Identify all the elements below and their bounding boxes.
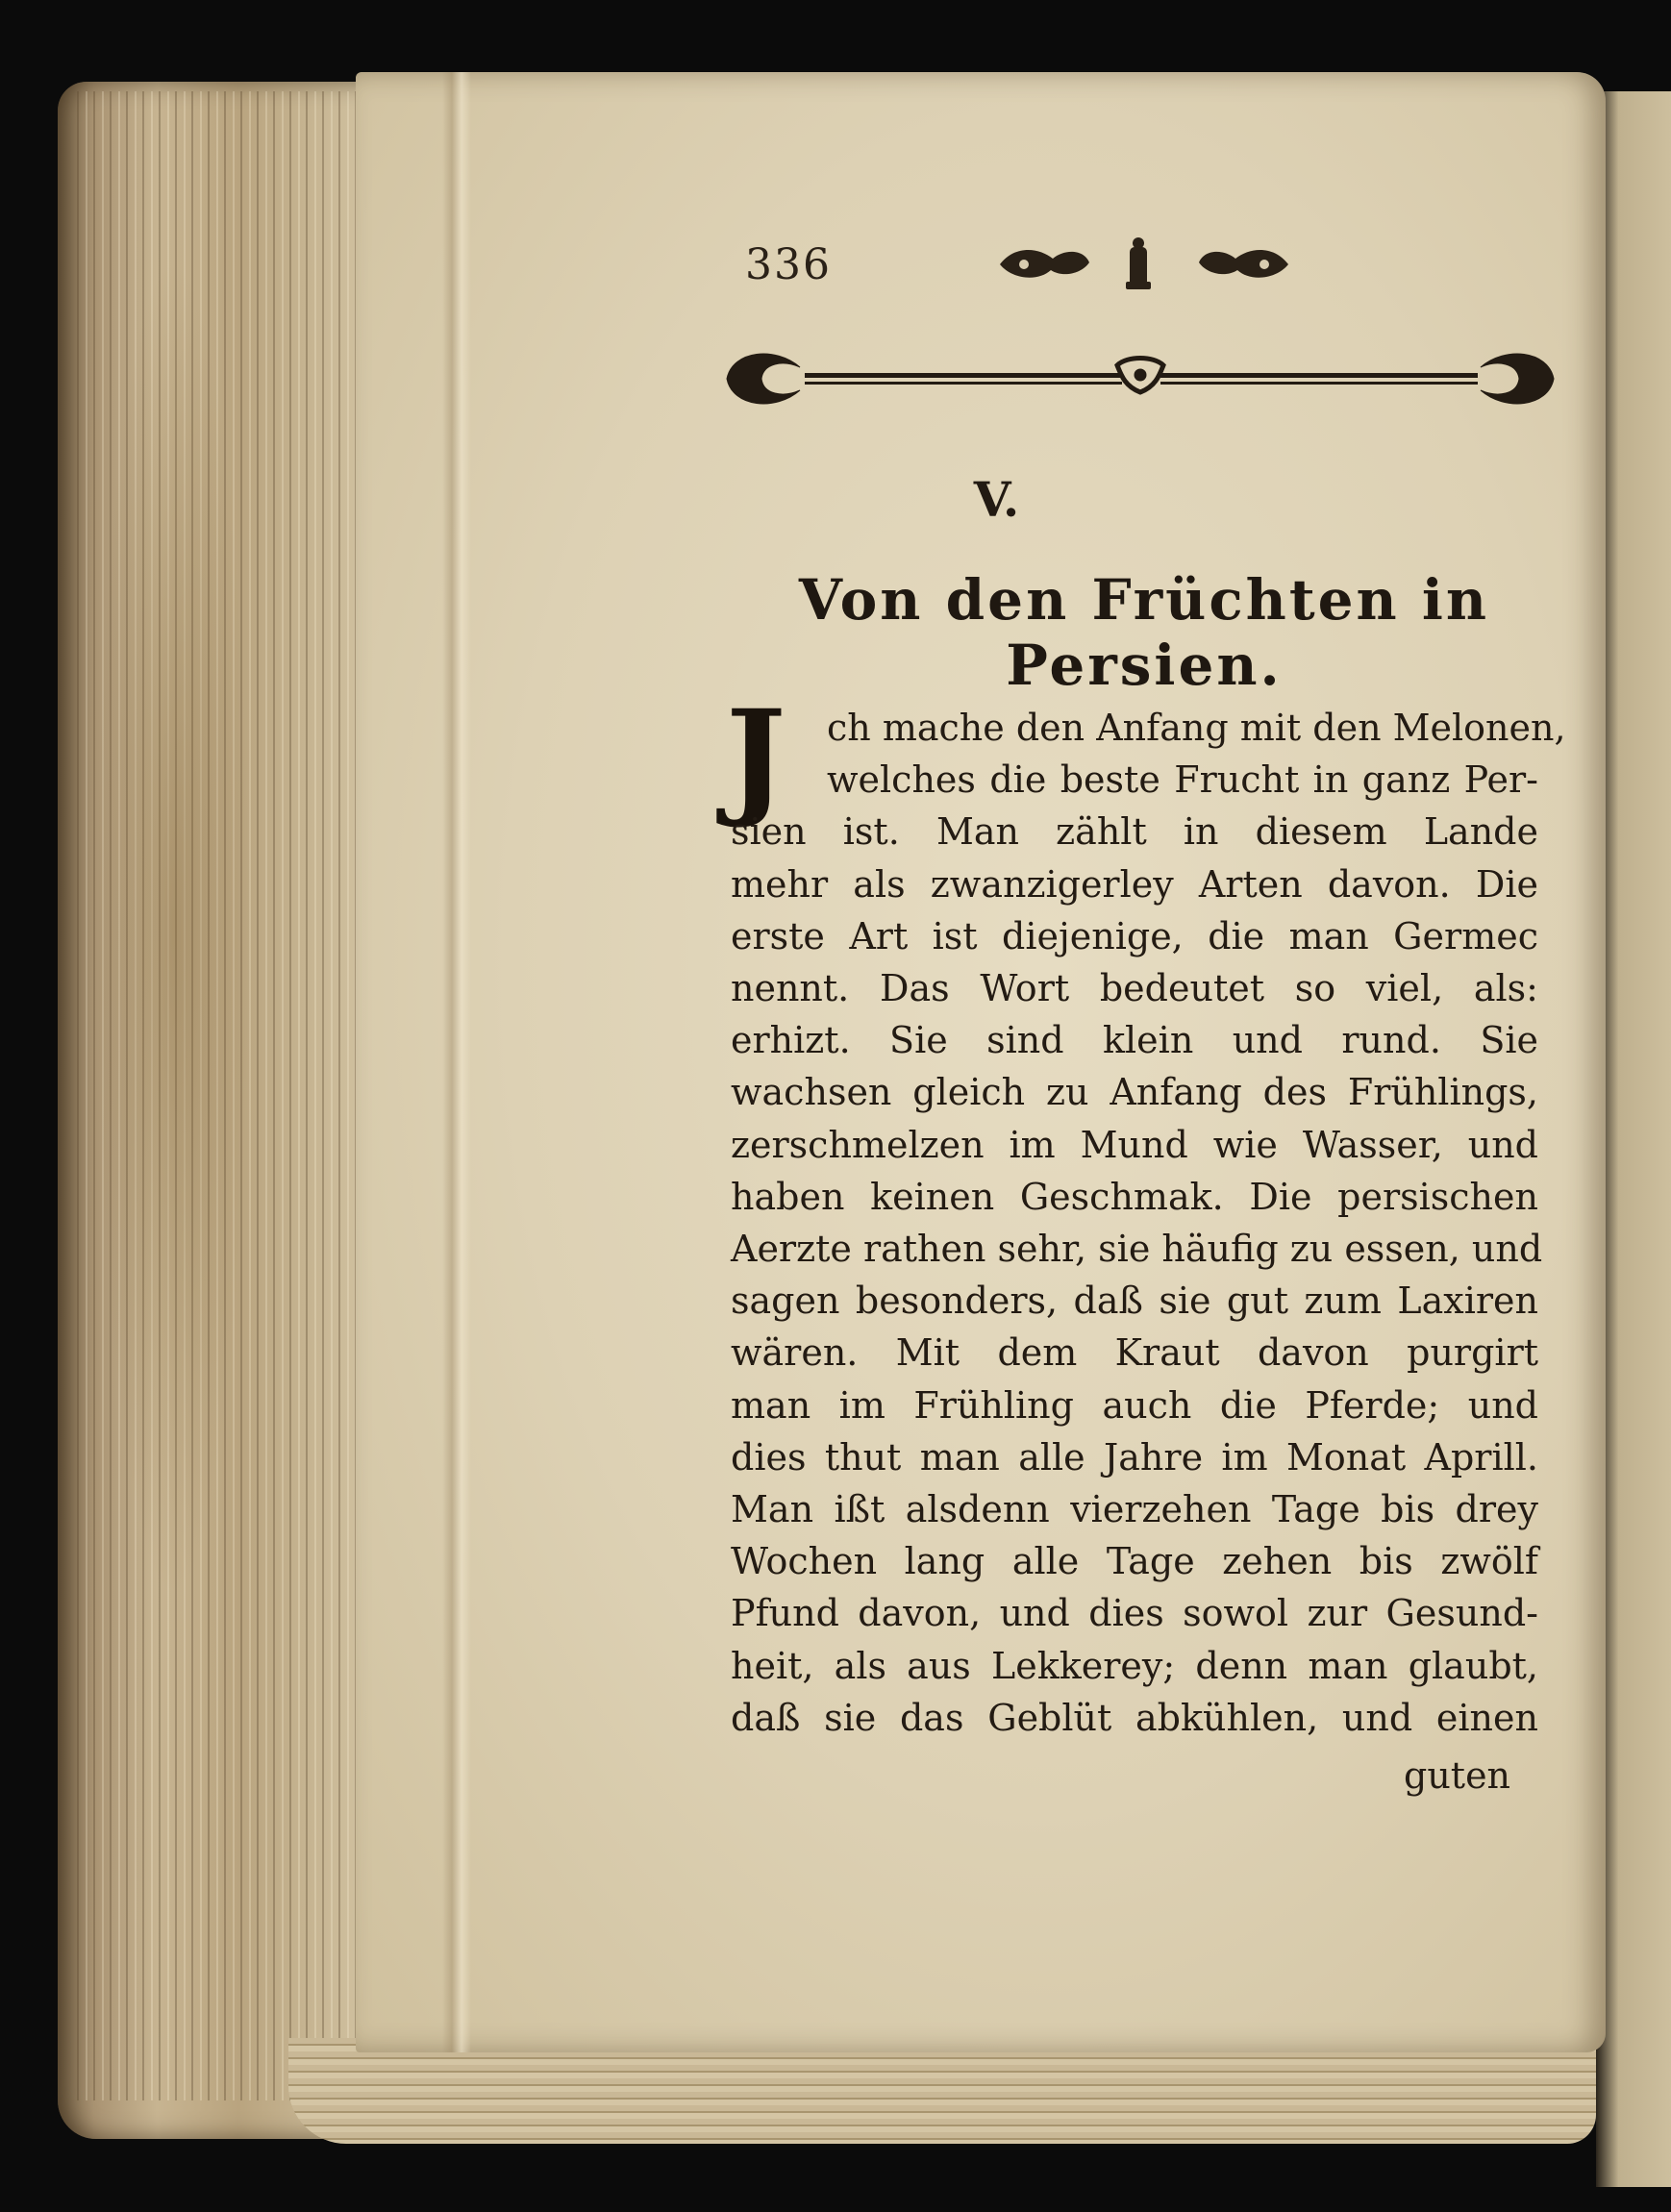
- text-line: haben keinen Geschmak. Die persischen: [731, 1175, 1538, 1218]
- text-line: welches die beste Frucht in ganz Per-: [827, 758, 1538, 802]
- bottom-page-edges: [288, 2038, 1596, 2144]
- text-line: sien ist. Man zählt in diesem Lande: [731, 810, 1538, 854]
- chapter-title: Von den Früchten in Persien.: [798, 567, 1490, 698]
- text-line: dies thut man alle Jahre im Monat Aprill.: [731, 1435, 1538, 1479]
- text-line: nennt. Das Wort bedeutet so viel, als:: [731, 967, 1538, 1010]
- header-ornament-icon: [995, 236, 1293, 303]
- text-line: ch mache den Anfang mit den Melonen,: [827, 707, 1566, 749]
- text-line: mehr als zwanzigerley Arten davon. Die: [731, 862, 1538, 906]
- text-line: heit, als aus Lekkerey; denn man glaubt,: [731, 1644, 1538, 1687]
- catchword: guten: [1404, 1754, 1511, 1797]
- text-line: wären. Mit dem Kraut davon purgirt: [731, 1331, 1538, 1375]
- water-stain: [96, 255, 250, 1601]
- text-line: man im Frühling auch die Pferde; und: [731, 1383, 1538, 1427]
- facing-page-edge: [1596, 91, 1671, 2187]
- decorative-rule-icon: [723, 338, 1558, 415]
- chapter-heading: [0, 471, 1671, 528]
- text-line: Wochen lang alle Tage zehen bis zwölf: [731, 1540, 1538, 1583]
- drop-cap: J: [726, 683, 786, 832]
- text-line: zerschmelzen im Mund wie Wasser, und: [731, 1123, 1538, 1166]
- text-line: erhizt. Sie sind klein und rund. Sie: [731, 1019, 1538, 1062]
- page-number: 336: [745, 240, 832, 289]
- text-line: Man ißt alsdenn vierzehen Tage bis drey: [731, 1488, 1538, 1531]
- text-line: Aerzte rathen sehr, sie häufig zu essen, und: [731, 1228, 1543, 1271]
- text-line: sagen besonders, daß sie gut zum Laxiren: [731, 1280, 1538, 1323]
- text-line: Pfund davon, und dies sowol zur Gesund-: [731, 1592, 1538, 1635]
- page-deckle-edge: [442, 72, 471, 2052]
- chapter-numeral: V.: [973, 471, 1020, 528]
- text-line: erste Art ist diejenige, die man Germec: [731, 914, 1538, 957]
- body-text: [731, 702, 1566, 1744]
- text-line: daß sie das Geblüt abkühlen, und einen: [731, 1696, 1538, 1739]
- text-line: wachsen gleich zu Anfang des Frühlings,: [731, 1071, 1538, 1114]
